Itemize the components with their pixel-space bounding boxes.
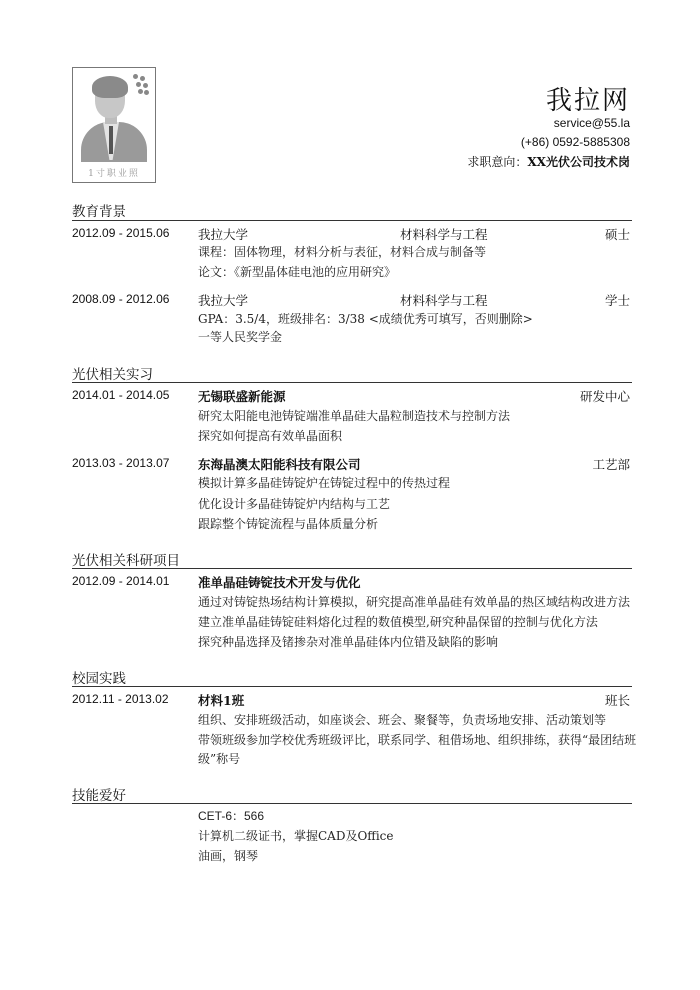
edu-date: 2012.09 - 2015.06 [72, 226, 170, 240]
photo-decoration-dots [133, 74, 149, 96]
internship-detail-line: 研究太阳能电池铸锭端准单晶硅大晶粒制造技术与控制方法 [198, 409, 511, 423]
section-divider [72, 382, 632, 383]
photo-tie [109, 126, 113, 154]
edu-date: 2008.09 - 2012.06 [72, 292, 170, 306]
edu-degree: 学士 [604, 293, 630, 308]
edu-school: 我拉大学 [198, 293, 249, 308]
internship-detail-line: 模拟计算多晶硅铸锭炉在铸锭过程中的传热过程 [198, 476, 451, 490]
internship-detail-line: 跟踪整个铸锭流程与晶体质量分析 [198, 517, 379, 531]
candidate-name: 我拉网 [545, 86, 630, 116]
internship-dept: 工艺部 [592, 457, 630, 472]
edu-detail-line: 课程：固体物理，材料分析与表征，材料合成与制备等 [198, 245, 487, 259]
objective-value: XX光伏公司技术岗 [527, 155, 630, 169]
internship-date: 2013.03 - 2013.07 [72, 456, 170, 470]
internship-detail-line: 优化设计多晶硅铸锭炉内结构与工艺 [198, 497, 391, 511]
campus-detail-line: 级”称号 [198, 752, 241, 766]
campus-detail-line: 组织、安排班级活动，如座谈会、班会、聚餐等，负责场地安排、活动策划等 [198, 713, 607, 727]
section-title-education: 教育背景 [72, 204, 126, 220]
edu-detail-line: 一等人民奖学金 [198, 330, 283, 344]
edu-detail-line: GPA：3.5/4，班级排名：3/38 <成绩优秀可填写，否则删除> [198, 312, 533, 326]
photo-caption: 1寸职业照 [88, 169, 140, 179]
job-objective [467, 153, 630, 170]
research-detail-line: 探究种晶选择及锗掺杂对准单晶硅体内位错及缺陷的影响 [198, 635, 499, 649]
edu-major: 材料科学与工程 [400, 227, 488, 242]
internship-company: 无锡联盛新能源 [198, 389, 286, 404]
section-title-campus: 校园实践 [72, 671, 126, 687]
contact-email: service@55.la [553, 116, 630, 130]
skill-line: 计算机二级证书，掌握CAD及Office [198, 829, 394, 843]
section-divider [72, 568, 632, 569]
internship-date: 2014.01 - 2014.05 [72, 388, 170, 402]
section-divider [72, 803, 632, 804]
internship-detail-line: 探究如何提高有效单晶面积 [198, 429, 343, 443]
campus-detail-line: 带领班级参加学校优秀班级评比，联系同学、租借场地、组织排练，获得“最团结班 [198, 733, 637, 747]
section-divider [72, 686, 632, 687]
campus-org: 材料1班 [198, 693, 245, 708]
edu-major: 材料科学与工程 [400, 293, 488, 308]
research-project: 准单晶硅铸锭技术开发与优化 [198, 575, 361, 590]
skill-line: 油画，钢琴 [198, 849, 259, 863]
profile-photo [72, 67, 156, 183]
edu-detail-line: 论文：《新型晶体硅电池的应用研究》 [198, 265, 397, 279]
photo-hair [92, 76, 128, 98]
contact-phone: (+86) 0592-5885308 [520, 135, 630, 149]
research-date: 2012.09 - 2014.01 [72, 574, 170, 588]
edu-school: 我拉大学 [198, 227, 249, 242]
internship-dept: 研发中心 [579, 389, 630, 404]
research-detail-line: 通过对铸锭热场结构计算模拟，研究提高准单晶硅有效单晶的热区域结构改进方法 [198, 595, 631, 609]
research-detail-line: 建立准单晶硅铸锭硅料熔化过程的数值模型,研究种晶保留的控制与优化方法 [198, 615, 598, 629]
skill-line: CET-6：566 [198, 809, 265, 823]
campus-role: 班长 [604, 693, 630, 708]
section-title-internship: 光伏相关实习 [72, 367, 153, 383]
section-divider [72, 220, 632, 221]
campus-date: 2012.11 - 2013.02 [72, 692, 169, 706]
internship-company: 东海晶澳太阳能科技有限公司 [198, 457, 361, 472]
edu-degree: 硕士 [604, 227, 630, 242]
section-title-research: 光伏相关科研项目 [72, 553, 180, 569]
objective-label: 求职意向： [467, 155, 528, 169]
section-title-skills: 技能爱好 [72, 788, 126, 804]
